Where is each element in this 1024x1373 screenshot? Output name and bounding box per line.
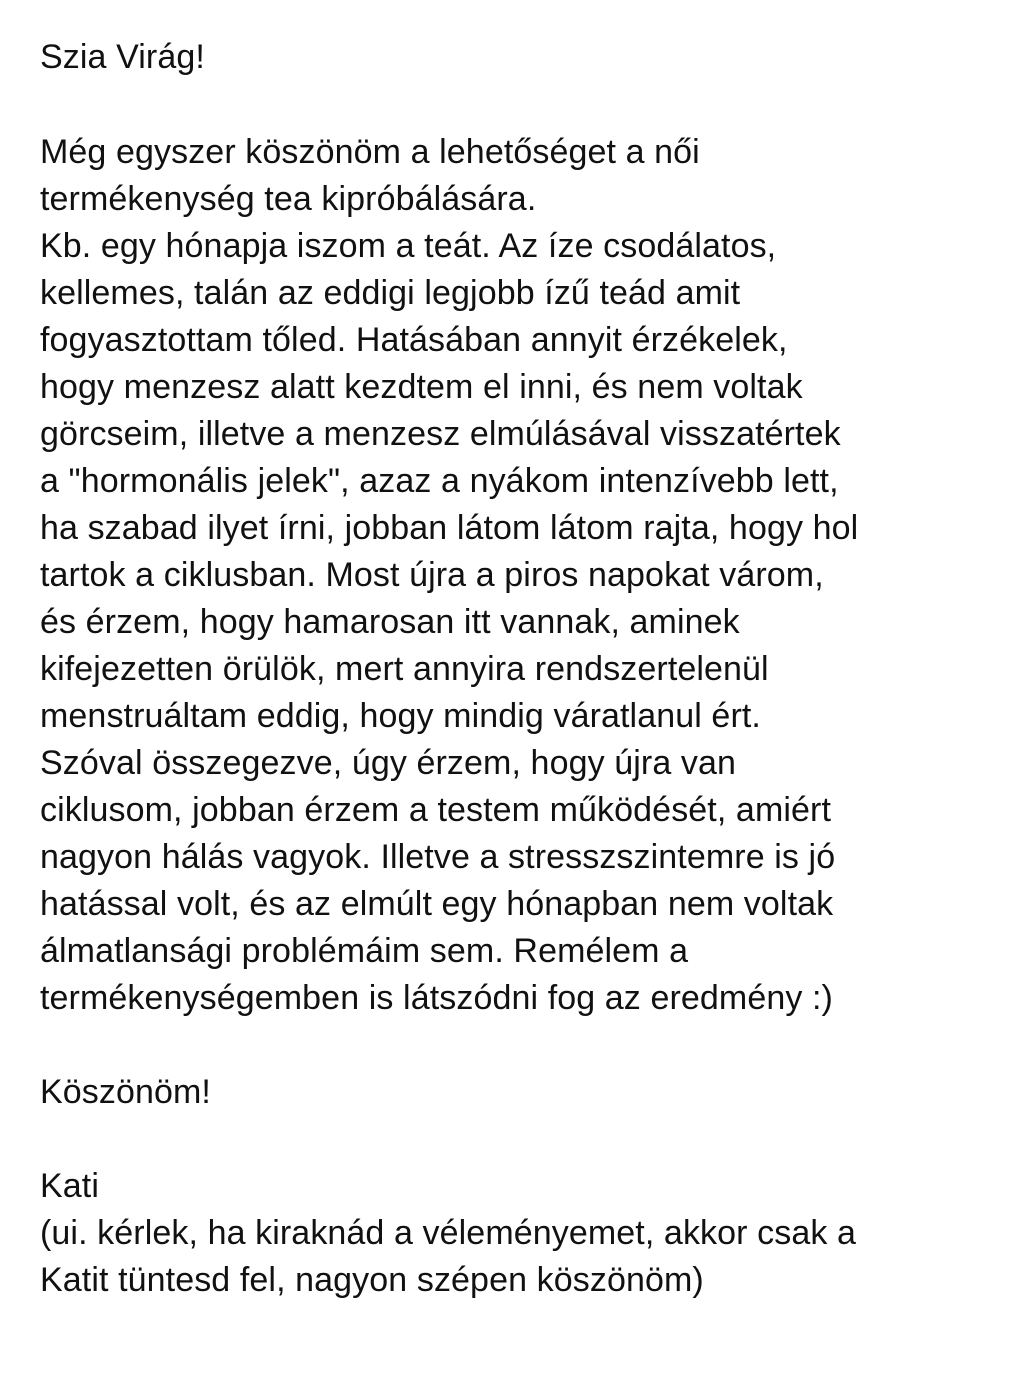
body-line: menstruáltam eddig, hogy mindig váratlanul ért.: [40, 697, 761, 735]
body-line: kellemes, talán az eddigi legjobb ízű teád amit: [40, 274, 741, 312]
postscript-line: (ui. kérlek, ha kiraknád a véleményemet, akkor csak a: [40, 1214, 856, 1252]
closing: Köszönöm!: [40, 1073, 211, 1111]
body-line: hogy menzesz alatt kezdtem el inni, és nem voltak: [40, 368, 803, 406]
body-line: hatással volt, és az elmúlt egy hónapban nem voltak: [40, 885, 834, 923]
body-line: tartok a ciklusban. Most újra a piros napokat várom,: [40, 556, 824, 594]
body-line: Kb. egy hónapja iszom a teát. Az íze csodálatos,: [40, 227, 777, 265]
body-line: Szóval összegezve, úgy érzem, hogy újra van: [40, 744, 736, 782]
body-line: Még egyszer köszönöm a lehetőséget a női: [40, 133, 700, 171]
body-line: a "hormonális jelek", azaz a nyákom intenzívebb lett,: [40, 462, 839, 500]
body-line: nagyon hálás vagyok. Illetve a stresszszintemre is jó: [40, 838, 836, 876]
body-line: ciklusom, jobban érzem a testem működését, amiért: [40, 791, 832, 829]
body-line: és érzem, hogy hamarosan itt vannak, aminek: [40, 603, 740, 641]
body-line: termékenységemben is látszódni fog az eredmény :): [40, 979, 833, 1017]
body-line: ha szabad ilyet írni, jobban látom látom rajta, hogy hol: [40, 509, 859, 547]
body-line: kifejezetten örülök, mert annyira rendszertelenül: [40, 650, 769, 688]
greeting: Szia Virág!: [40, 38, 205, 76]
body-line: termékenység tea kipróbálására.: [40, 180, 537, 218]
body-line: álmatlansági problémáim sem. Remélem a: [40, 932, 689, 970]
signature: Kati: [40, 1167, 99, 1205]
postscript-line: Katit tüntesd fel, nagyon szépen köszönöm): [40, 1261, 704, 1299]
body-line: fogyasztottam tőled. Hatásában annyit érzékelek,: [40, 321, 788, 359]
body-line: görcseim, illetve a menzesz elmúlásával visszatértek: [40, 415, 841, 453]
